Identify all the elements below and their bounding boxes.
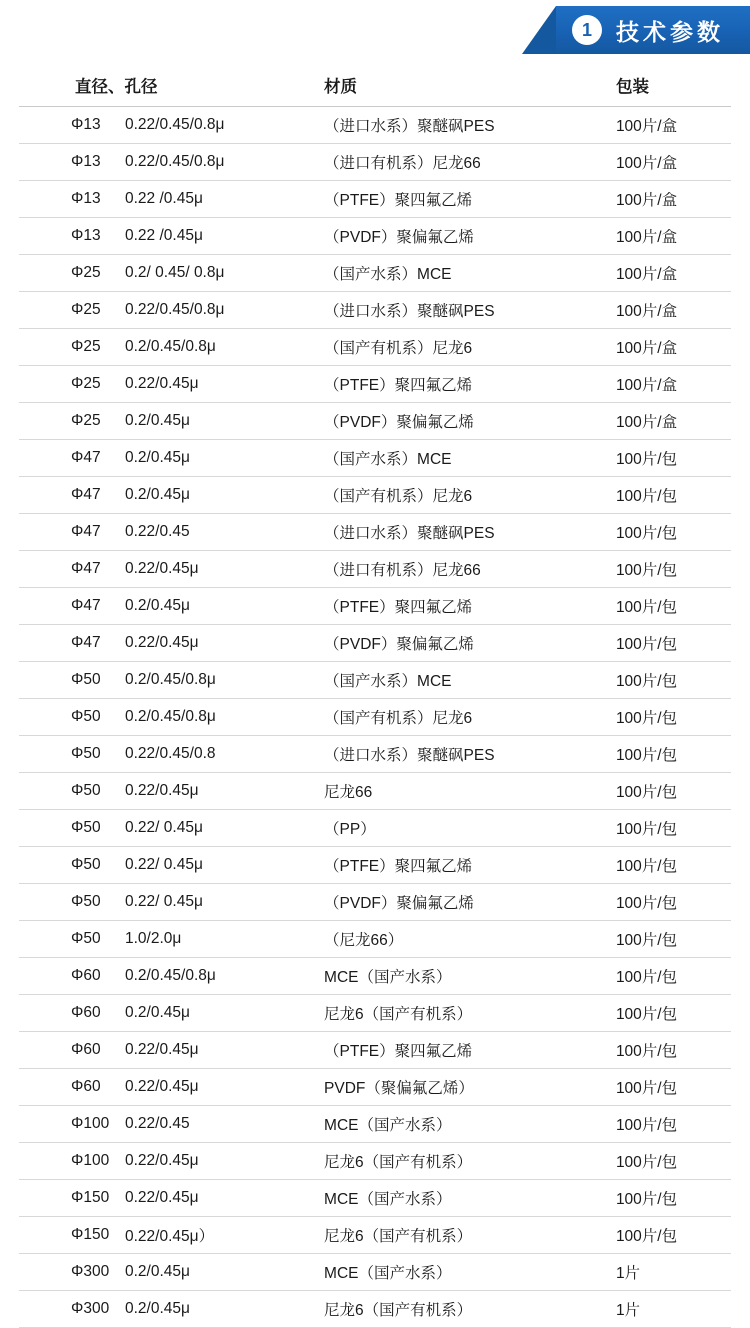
dimension-value: Φ25 [71, 300, 101, 318]
cell-dimension [19, 476, 318, 513]
material-value: 尼龙6（国产有机系） [324, 1227, 473, 1245]
cell-dimension [19, 513, 318, 550]
cell-dimension [19, 1290, 318, 1327]
material-value: （国产水系）MCE [324, 265, 452, 283]
cell-dimension [19, 846, 318, 883]
dimension-value: Φ50 [71, 670, 101, 688]
table-row [19, 994, 731, 1031]
cell-packaging [610, 883, 731, 920]
material-value: （PTFE）聚四氟乙烯 [324, 598, 473, 616]
pore-size-value: 0.2/0.45μ [125, 1003, 190, 1021]
dimension-value: Φ150 [71, 1188, 110, 1206]
dimension-value: Φ47 [71, 559, 101, 577]
pore-size-value: 0.22/0.45μ [125, 633, 199, 651]
dimension-value: Φ60 [71, 966, 101, 984]
cell-packaging [610, 1105, 731, 1142]
column-header-material-label: 材质 [324, 77, 358, 96]
cell-dimension [19, 994, 318, 1031]
column-header-packaging-label: 包装 [615, 77, 649, 96]
cell-packaging [610, 550, 731, 587]
table-row [19, 809, 731, 846]
cell-dimension [19, 328, 318, 365]
material-value: MCE（国产水系） [324, 1190, 452, 1208]
pore-size-value: 0.22/0.45μ [125, 559, 199, 577]
cell-packaging [610, 661, 731, 698]
cell-material [318, 1179, 610, 1216]
material-value: （PTFE）聚四氟乙烯 [324, 1042, 473, 1060]
pore-size-value: 0.22/0.45μ [125, 1151, 199, 1169]
dimension-value: Φ25 [71, 374, 101, 392]
dimension-value: Φ60 [71, 1003, 101, 1021]
table-row [19, 1105, 731, 1142]
cell-dimension [19, 1253, 318, 1290]
table-row [19, 291, 731, 328]
cell-packaging [610, 1290, 731, 1327]
packaging-value: 100片/包 [615, 561, 678, 579]
cell-material [318, 1290, 610, 1327]
cell-packaging [610, 809, 731, 846]
cell-material [318, 550, 610, 587]
dimension-value: Φ13 [71, 152, 101, 170]
cell-material [318, 106, 610, 143]
packaging-value: 100片/盒 [615, 302, 678, 320]
table-row [19, 180, 731, 217]
cell-material [318, 1031, 610, 1068]
dimension-value: Φ50 [71, 855, 101, 873]
material-value: （进口水系）聚醚砜PES [324, 117, 495, 135]
dimension-value: Φ50 [71, 929, 101, 947]
material-value: （PP） [324, 820, 376, 838]
cell-packaging [610, 291, 731, 328]
cell-material [318, 587, 610, 624]
cell-dimension [19, 143, 318, 180]
pore-size-value: 0.22 /0.45μ [125, 189, 203, 207]
cell-dimension [19, 291, 318, 328]
cell-dimension [19, 1142, 318, 1179]
pore-size-value: 0.22/0.45μ [125, 1077, 199, 1095]
cell-packaging [610, 1031, 731, 1068]
pore-size-value: 0.22 /0.45μ [125, 226, 203, 244]
section-number-badge: 1 [572, 15, 602, 45]
table-row [19, 143, 731, 180]
table-row [19, 957, 731, 994]
cell-material [318, 1142, 610, 1179]
cell-material [318, 143, 610, 180]
pore-size-value: 0.22/0.45 [125, 1114, 190, 1132]
cell-packaging [610, 1142, 731, 1179]
material-value: （PVDF）聚偏氟乙烯 [324, 635, 474, 653]
cell-packaging [610, 328, 731, 365]
packaging-value: 100片/包 [615, 524, 678, 542]
table-row [19, 661, 731, 698]
table-row [19, 1290, 731, 1327]
material-value: MCE（国产水系） [324, 1116, 452, 1134]
cell-material [318, 994, 610, 1031]
pore-size-value: 0.22/ 0.45μ [125, 818, 203, 836]
material-value: MCE（国产水系） [324, 1264, 452, 1282]
material-value: （进口水系）聚醚砜PES [324, 524, 495, 542]
table-row [19, 365, 731, 402]
cell-packaging [610, 624, 731, 661]
material-value: MCE（国产水系） [324, 968, 452, 986]
cell-material [318, 1216, 610, 1253]
cell-dimension [19, 698, 318, 735]
material-value: （PTFE）聚四氟乙烯 [324, 191, 473, 209]
table-row [19, 106, 731, 143]
table-row [19, 772, 731, 809]
cell-packaging [610, 1216, 731, 1253]
cell-material [318, 772, 610, 809]
pore-size-value: 0.22/0.45 [125, 522, 190, 540]
cell-dimension [19, 883, 318, 920]
cell-material [318, 661, 610, 698]
header-banner-area [0, 0, 750, 64]
cell-material [318, 217, 610, 254]
packaging-value: 100片/包 [615, 1079, 678, 1097]
cell-material [318, 624, 610, 661]
cell-packaging [610, 254, 731, 291]
pore-size-value: 0.2/0.45μ [125, 448, 190, 466]
section-title: 技术参数 [616, 18, 724, 45]
cell-material [318, 291, 610, 328]
material-value: （国产水系）MCE [324, 672, 452, 690]
table-row [19, 883, 731, 920]
column-header-packaging [610, 64, 731, 106]
packaging-value: 100片/包 [615, 709, 678, 727]
material-value: （PTFE）聚四氟乙烯 [324, 857, 473, 875]
cell-material [318, 476, 610, 513]
material-value: （PVDF）聚偏氟乙烯 [324, 894, 474, 912]
material-value: （PVDF）聚偏氟乙烯 [324, 228, 474, 246]
packaging-value: 100片/盒 [615, 376, 678, 394]
cell-material [318, 254, 610, 291]
packaging-value: 100片/盒 [615, 154, 678, 172]
pore-size-value: 0.22/0.45/0.8 [125, 744, 216, 762]
cell-dimension [19, 550, 318, 587]
cell-packaging [610, 994, 731, 1031]
pore-size-value: 0.22/0.45μ） [125, 1227, 215, 1245]
packaging-value: 100片/包 [615, 968, 678, 986]
cell-packaging [610, 1253, 731, 1290]
pore-size-value: 0.22/ 0.45μ [125, 855, 203, 873]
cell-dimension [19, 661, 318, 698]
cell-material [318, 920, 610, 957]
cell-packaging [610, 365, 731, 402]
table-row [19, 1031, 731, 1068]
table-header-row [19, 64, 731, 106]
material-value: PVDF（聚偏氟乙烯） [324, 1079, 474, 1097]
material-value: 尼龙6（国产有机系） [324, 1005, 473, 1023]
pore-size-value: 0.22/0.45/0.8μ [125, 152, 225, 170]
packaging-value: 100片/盒 [615, 117, 678, 135]
table-row [19, 1253, 731, 1290]
pore-size-value: 0.22/0.45μ [125, 781, 199, 799]
table-row [19, 698, 731, 735]
cell-dimension [19, 365, 318, 402]
dimension-value: Φ47 [71, 485, 101, 503]
cell-packaging [610, 920, 731, 957]
dimension-value: Φ47 [71, 596, 101, 614]
pore-size-value: 0.2/0.45μ [125, 596, 190, 614]
pore-size-value: 0.22/0.45μ [125, 374, 199, 392]
pore-size-value: 0.2/0.45/0.8μ [125, 670, 216, 688]
pore-size-value: 0.2/0.45/0.8μ [125, 966, 216, 984]
packaging-value: 100片/包 [615, 487, 678, 505]
cell-dimension [19, 957, 318, 994]
cell-material [318, 1068, 610, 1105]
cell-material [318, 735, 610, 772]
packaging-value: 100片/包 [615, 635, 678, 653]
material-value: （国产有机系）尼龙6 [324, 487, 473, 505]
packaging-value: 100片/包 [615, 598, 678, 616]
dimension-value: Φ50 [71, 707, 101, 725]
cell-packaging [610, 1068, 731, 1105]
material-value: （进口水系）聚醚砜PES [324, 746, 495, 764]
column-header-dimension [19, 64, 318, 106]
dimension-value: Φ100 [71, 1114, 110, 1132]
dimension-value: Φ50 [71, 781, 101, 799]
cell-packaging [610, 439, 731, 476]
cell-packaging [610, 513, 731, 550]
dimension-value: Φ47 [71, 633, 101, 651]
column-header-material [318, 64, 610, 106]
cell-material [318, 513, 610, 550]
cell-dimension [19, 180, 318, 217]
cell-dimension [19, 624, 318, 661]
pore-size-value: 0.22/0.45μ [125, 1040, 199, 1058]
packaging-value: 100片/盒 [615, 228, 678, 246]
pore-size-value: 0.2/0.45μ [125, 411, 190, 429]
material-value: （尼龙66） [324, 931, 404, 949]
packaging-value: 100片/包 [615, 857, 678, 875]
dimension-value: Φ25 [71, 337, 101, 355]
dimension-value: Φ50 [71, 744, 101, 762]
table-row [19, 402, 731, 439]
cell-material [318, 809, 610, 846]
material-value: （国产水系）MCE [324, 450, 452, 468]
dimension-value: Φ50 [71, 818, 101, 836]
cell-packaging [610, 476, 731, 513]
cell-dimension [19, 1179, 318, 1216]
packaging-value: 100片/包 [615, 450, 678, 468]
dimension-value: Φ100 [71, 1151, 110, 1169]
dimension-value: Φ47 [71, 522, 101, 540]
material-value: （国产有机系）尼龙6 [324, 709, 473, 727]
cell-material [318, 957, 610, 994]
table-row [19, 550, 731, 587]
material-value: （PTFE）聚四氟乙烯 [324, 376, 473, 394]
dimension-value: Φ13 [71, 226, 101, 244]
dimension-value: Φ150 [71, 1225, 110, 1243]
cell-dimension [19, 217, 318, 254]
cell-packaging [610, 1179, 731, 1216]
table-row [19, 513, 731, 550]
cell-material [318, 1253, 610, 1290]
packaging-value: 100片/包 [615, 672, 678, 690]
packaging-value: 100片/包 [615, 783, 678, 801]
packaging-value: 100片/包 [615, 746, 678, 764]
table-row [19, 217, 731, 254]
column-header-dimension-label: 直径、孔径 [75, 77, 158, 96]
packaging-value: 100片/盒 [615, 413, 678, 431]
cell-packaging [610, 143, 731, 180]
table-row [19, 735, 731, 772]
cell-material [318, 698, 610, 735]
packaging-value: 100片/盒 [615, 339, 678, 357]
pore-size-value: 0.2/0.45/0.8μ [125, 707, 216, 725]
cell-packaging [610, 402, 731, 439]
cell-material [318, 328, 610, 365]
packaging-value: 100片/包 [615, 1042, 678, 1060]
cell-packaging [610, 957, 731, 994]
dimension-value: Φ13 [71, 189, 101, 207]
packaging-value: 1片 [615, 1264, 641, 1282]
spec-table-body [19, 106, 731, 1327]
pore-size-value: 0.2/0.45/0.8μ [125, 337, 216, 355]
cell-dimension [19, 772, 318, 809]
material-value: （PVDF）聚偏氟乙烯 [324, 413, 474, 431]
cell-material [318, 365, 610, 402]
cell-dimension [19, 735, 318, 772]
section-banner [556, 6, 750, 54]
cell-packaging [610, 846, 731, 883]
cell-material [318, 883, 610, 920]
pore-size-value: 1.0/2.0μ [125, 929, 182, 947]
table-row [19, 587, 731, 624]
dimension-value: Φ47 [71, 448, 101, 466]
cell-dimension [19, 106, 318, 143]
packaging-value: 100片/包 [615, 820, 678, 838]
cell-dimension [19, 920, 318, 957]
packaging-value: 1片 [615, 1301, 641, 1319]
packaging-value: 100片/包 [615, 894, 678, 912]
cell-dimension [19, 809, 318, 846]
cell-dimension [19, 1105, 318, 1142]
cell-material [318, 1105, 610, 1142]
table-row [19, 1142, 731, 1179]
material-value: （进口水系）聚醚砜PES [324, 302, 495, 320]
table-row [19, 328, 731, 365]
material-value: （进口有机系）尼龙66 [324, 154, 481, 172]
table-row [19, 1179, 731, 1216]
pore-size-value: 0.22/ 0.45μ [125, 892, 203, 910]
packaging-value: 100片/盒 [615, 191, 678, 209]
material-value: 尼龙6（国产有机系） [324, 1301, 473, 1319]
packaging-value: 100片/包 [615, 1116, 678, 1134]
pore-size-value: 0.2/0.45μ [125, 485, 190, 503]
spec-table [19, 64, 731, 1328]
cell-packaging [610, 587, 731, 624]
pore-size-value: 0.22/0.45/0.8μ [125, 300, 225, 318]
cell-dimension [19, 587, 318, 624]
table-row [19, 846, 731, 883]
spec-table-head [19, 64, 731, 106]
cell-dimension [19, 402, 318, 439]
material-value: 尼龙66 [324, 783, 373, 801]
cell-dimension [19, 1216, 318, 1253]
cell-packaging [610, 698, 731, 735]
pore-size-value: 0.22/0.45/0.8μ [125, 115, 225, 133]
table-row [19, 439, 731, 476]
pore-size-value: 0.2/ 0.45/ 0.8μ [125, 263, 225, 281]
table-row [19, 624, 731, 661]
material-value: （进口有机系）尼龙66 [324, 561, 481, 579]
cell-material [318, 439, 610, 476]
table-row [19, 476, 731, 513]
table-row [19, 1216, 731, 1253]
material-value: （国产有机系）尼龙6 [324, 339, 473, 357]
cell-packaging [610, 217, 731, 254]
pore-size-value: 0.2/0.45μ [125, 1262, 190, 1280]
dimension-value: Φ300 [71, 1299, 110, 1317]
table-row [19, 1068, 731, 1105]
cell-dimension [19, 1068, 318, 1105]
cell-material [318, 402, 610, 439]
packaging-value: 100片/包 [615, 1153, 678, 1171]
cell-dimension [19, 1031, 318, 1068]
cell-material [318, 846, 610, 883]
cell-packaging [610, 180, 731, 217]
packaging-value: 100片/包 [615, 931, 678, 949]
packaging-value: 100片/包 [615, 1190, 678, 1208]
packaging-value: 100片/包 [615, 1227, 678, 1245]
packaging-value: 100片/盒 [615, 265, 678, 283]
cell-dimension [19, 439, 318, 476]
table-row [19, 254, 731, 291]
dimension-value: Φ25 [71, 411, 101, 429]
cell-packaging [610, 772, 731, 809]
cell-dimension [19, 254, 318, 291]
dimension-value: Φ300 [71, 1262, 110, 1280]
table-row [19, 920, 731, 957]
cell-packaging [610, 106, 731, 143]
dimension-value: Φ25 [71, 263, 101, 281]
dimension-value: Φ50 [71, 892, 101, 910]
cell-packaging [610, 735, 731, 772]
packaging-value: 100片/包 [615, 1005, 678, 1023]
dimension-value: Φ60 [71, 1077, 101, 1095]
pore-size-value: 0.2/0.45μ [125, 1299, 190, 1317]
dimension-value: Φ60 [71, 1040, 101, 1058]
dimension-value: Φ13 [71, 115, 101, 133]
cell-material [318, 180, 610, 217]
pore-size-value: 0.22/0.45μ [125, 1188, 199, 1206]
material-value: 尼龙6（国产有机系） [324, 1153, 473, 1171]
